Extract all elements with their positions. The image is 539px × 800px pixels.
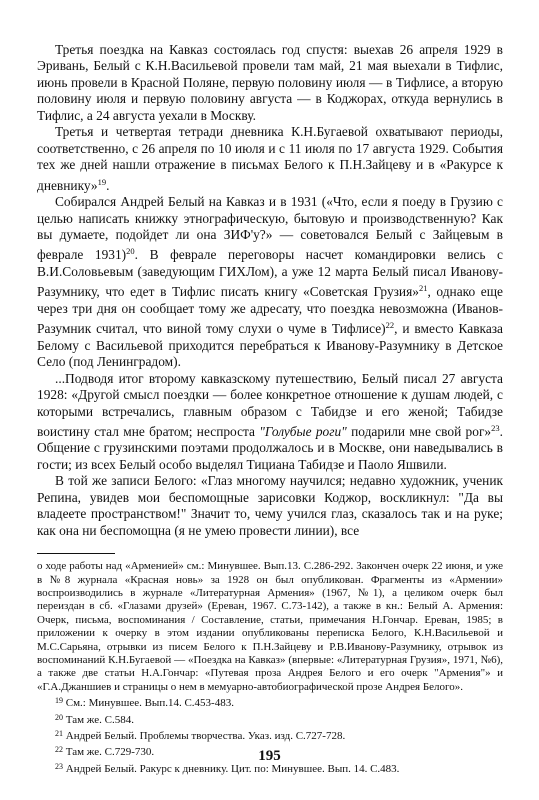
paragraph: [37, 473, 503, 539]
italic-title: "Голубые роги": [259, 423, 347, 439]
footnote-text: Там же. С.729-730.: [65, 746, 155, 759]
footnote: [37, 694, 503, 710]
footnote-divider: [37, 553, 115, 554]
paragraph-text: , однако еще через три дня он сообщает тому же адресату, что поездка невозможна (Иванов-Разумник считал, что виной тому слухи о чуме в Тифлисе): [37, 284, 503, 337]
paragraph: [37, 371, 503, 474]
paragraph-text: . Общение с грузинскими поэтами продолжалось и в Москве, они наведывались в гости; из всех Белый особо выделял Тициана Табидзе и Паоло Яшвили.: [37, 423, 503, 472]
paragraph-text: Третья и четвертая тетради дневника К.Н.Бугаевой охватывают периоды, соответственно, с 26 апреля по 10 июля и с 11 июля по 17 августа 1929. События тех же дней нашли отражение в письмах Белого к П.Н.Зайцеву и в «Ракурсе к дневнику»: [37, 124, 503, 193]
page-number: 195: [258, 748, 281, 764]
paragraph-text: подарили мне свой рог»: [346, 423, 492, 439]
footnote-number: 22: [55, 745, 63, 755]
footnote-number: 23: [55, 761, 63, 771]
paragraph: [37, 42, 503, 124]
footnote-text: Андрей Белый. Проблемы творчества. Указ. изд. С.727-728.: [65, 730, 346, 743]
paragraph-text: В той же записи Белого: «Глаз многому научился; недавно художник, ученик Репина, увидев мои беспомощные зарисовки Коджор, воскликнул: "Да вы владеете пространством!" Значит то, чему учился глаз, сказалось так и на руке; как она ни беспомощна (я не умею провести линии), все: [37, 473, 503, 538]
footnote: [37, 727, 503, 743]
paragraph-text: , и вместо Кавказа Белому с Васильевой приходится перебраться к Иванову-Разумнику в Детское Село (под Ленинградом).: [37, 321, 503, 370]
footnote-text: См.: Минувшее. Вып.14. С.453-483.: [65, 697, 234, 710]
footnote-number: 19: [55, 696, 63, 706]
paragraph: Третья и четвертая тетради дневника К.Н.Бугаевой охватывают периоды, соответственно, с 26 апреля по 10 июля и с 11 июля по 17 августа 1929. События тех же дней нашли отражение в письмах Белого к П.Н.Зайцеву и в «Ракурсе к дневнику»$^{19}$.: [37, 124, 503, 193]
footnote: [37, 711, 503, 727]
main-text: [37, 42, 503, 539]
footnote-text: Андрей Белый. Ракурс к дневнику. Цит. по: Минувшее. Вып. 14. С.483.: [65, 762, 400, 775]
footnote-number: 20: [55, 712, 63, 722]
footnote-ref: 21: [418, 283, 428, 294]
paragraph-text: Третья поездка на Кавказ состоялась год спустя: выехав 26 апреля 1929 в Эривань, Белый с К.Н.Васильевой провели там май, 21 мая выехали в Тифлис, июнь провели в Красной Поляне, первую половину июля — в Тифлисе, а вторую половину июля и первую половину августа — в Коджорах, откуда вернулись в Тифлис, а 24 августа уехали в Москву.: [37, 42, 503, 123]
footnote-ref: 23: [491, 422, 500, 433]
paragraph-text: Собирался Андрей Белый на Кавказ и в 1931 («Что, если я поеду в Грузию с целью написать книжку этнографическую, бытовую и производственную? Как вы думаете, подойдет ли она ЗИФ'у?» — советовался Белый с Зайцевым в феврале 1931): [37, 194, 503, 263]
paragraph-text: . В феврале переговоры насчет командировки велись с В.И.Соловьевым (заведующим ГИХЛом), а уже 12 марта Белый писал Иванову-Разумнику, что едет в Тифлис писать книгу «Советская Грузия»: [37, 247, 503, 300]
footnote-text: Там же. С.584.: [65, 713, 134, 726]
footnote-ref: 20: [126, 246, 135, 257]
footnote-continuation: о ходе работы над «Арменией» см.: Минувшее. Вып.13. С.286-292. Закончен очерк 22 июня, и уже в №8 журнала «Красная новь» за 1928 он был опубликован. Фрагменты из «Армении» воспроизводились в журнале «Литературная Армения» (1967, №1), а целиком очерк был переиздан в сб. «Глазами друзей» (Ереван, 1967. С.73-142), а также в кн.: Белый А. Армения: Очерк, письма, воспоминания / Составление, статьи, примечания Н.Гончар. Ереван, 1985; в приложении к очерку в этом издании опубликованы переписка Белого, К.Н.Васильевой и М.С.Сарьяна, отрывки из писем Белого к П.Н.Зайцеву и Р.В.Иванову-Разумнику, отрывок из воспоминаний К.Н.Бугаевой — «Поездка на Кавказ» (впервые: «Литературная Грузия», 1971, №6), а также две статьи Н.А.Гончар: «Путевая проза Андрея Белого и его очерк "Армения"» и «Г.А.Джаншиев и страницы о нем в мемуарно-автобиографической прозе Андрея Белого».: [37, 560, 503, 693]
footnotes: [37, 560, 503, 776]
paragraph: [37, 194, 503, 371]
paragraph-text: ...Подводя итог второму кавказскому путешествию, Белый писал 27 августа 1928: «Другой смысл поездки — более конкретное отношение к душам людей, с которыми встречались, главным образом с Табидзе и его женой; Табидзе воистину стал мне братом; неспроста: [37, 370, 503, 439]
footnote-number: 21: [55, 729, 63, 739]
page: [37, 42, 503, 776]
footnote-ref: 22: [385, 320, 395, 331]
footnote-ref: 19: [97, 176, 107, 187]
